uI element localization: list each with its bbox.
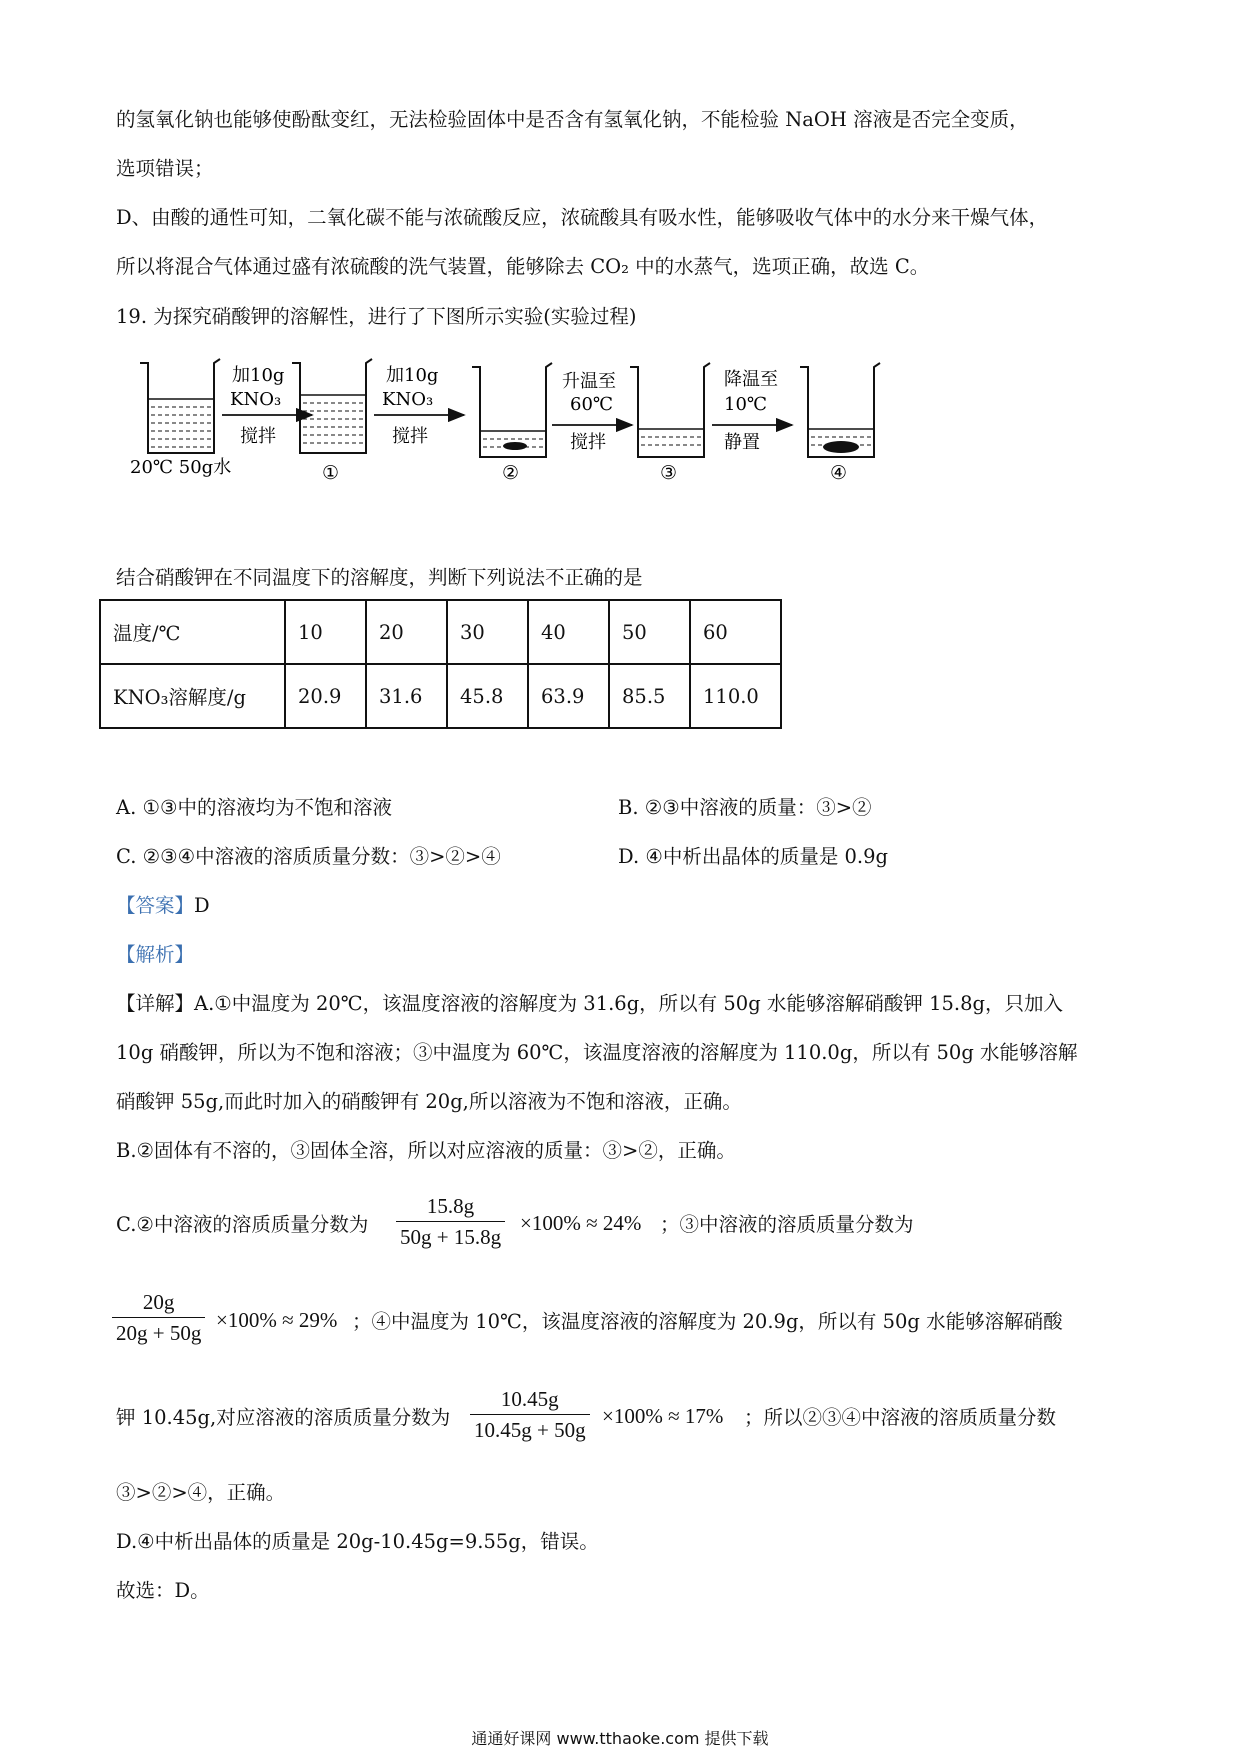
page-footer: 通通好课网 www.tthaoke.com 提供下载 <box>471 1729 769 1748</box>
table-cell: 30 <box>447 600 528 664</box>
step-3-line1: 升温至 <box>562 371 616 392</box>
table-cell: 63.9 <box>528 664 609 728</box>
answer-value: D <box>194 894 210 917</box>
fraction-1-denominator: 50g + 15.8g <box>400 1225 502 1249</box>
step-4-line1: 降温至 <box>724 369 778 390</box>
table-cell: 10 <box>285 600 366 664</box>
option-a: A. ①③中的溶液均为不饱和溶液 <box>116 796 392 819</box>
answer-line <box>116 891 210 921</box>
table-cell: 85.5 <box>609 664 690 728</box>
table-cell: 31.6 <box>366 664 447 728</box>
experiment-diagram <box>120 345 1120 505</box>
fraction-2-numerator: 20g <box>112 1289 205 1318</box>
step-4-line2: 10℃ <box>724 394 768 415</box>
fraction-1-numerator: 15.8g <box>396 1193 505 1222</box>
step-3-line2: 60℃ <box>570 394 614 415</box>
table-cell: 40 <box>528 600 609 664</box>
step-2-line3: 搅拌 <box>392 426 428 447</box>
step-1-line2: KNO₃ <box>230 389 282 410</box>
table-header-cell: KNO₃溶解度/g <box>100 664 285 728</box>
fraction-3-tail: ×100% ≈ 17% <box>602 1404 724 1428</box>
text-line: 选项错误； <box>116 157 214 180</box>
fraction-3-numerator: 10.45g <box>470 1386 590 1415</box>
fraction-1 <box>396 1193 505 1250</box>
table-cell: 60 <box>690 600 781 664</box>
option-b: B. ②③中溶液的质量：③>② <box>618 796 872 819</box>
detail-c-mid: ；③中溶液的溶质质量分数为 <box>660 1213 914 1236</box>
step-3-line3: 搅拌 <box>570 432 606 453</box>
step-2-line1: 加10g <box>386 365 439 386</box>
beaker-label-3: ③ <box>660 462 678 484</box>
fraction-1-tail: ×100% ≈ 24% <box>520 1211 642 1235</box>
detail-c-line2: ；④中温度为 10℃，该温度溶液的溶解度为 20.9g，所以有 50g 水能够溶解硝酸 <box>352 1310 1063 1333</box>
detail-line: B.②固体有不溶的，③固体全溶，所以对应溶液的质量：③>②，正确。 <box>116 1139 736 1162</box>
beaker-label-2: ② <box>502 462 520 484</box>
text-line: 所以将混合气体通过盛有浓硫酸的洗气装置，能够除去 CO₂ 中的水蒸气，选项正确，故选 C。 <box>116 255 930 278</box>
table-cell: 20.9 <box>285 664 366 728</box>
beaker-4 <box>800 363 880 457</box>
detail-line: 10g 硝酸钾，所以为不饱和溶液；③中温度为 60℃，该温度溶液的溶解度为 110.0g，所以有 50g 水能够溶解 <box>116 1041 1078 1064</box>
table-cell: 50 <box>609 600 690 664</box>
detail-line: ③>②>④，正确。 <box>116 1481 286 1504</box>
fraction-2-denominator: 20g + 50g <box>116 1321 202 1345</box>
solubility-table <box>99 599 782 729</box>
fraction-3 <box>470 1386 590 1443</box>
table-row <box>100 664 781 728</box>
question-intro: 结合硝酸钾在不同温度下的溶解度，判断下列说法不正确的是 <box>116 566 643 589</box>
detail-line: D.④中析出晶体的质量是 20g-10.45g=9.55g，错误。 <box>116 1530 599 1553</box>
step-4-line3: 静置 <box>724 432 760 453</box>
detail-line: 硝酸钾 55g,而此时加入的硝酸钾有 20g,所以溶液为不饱和溶液，正确。 <box>116 1090 742 1113</box>
fraction-2 <box>112 1289 205 1346</box>
beaker-2 <box>472 363 552 457</box>
step-1-line3: 搅拌 <box>240 426 276 447</box>
table-cell: 110.0 <box>690 664 781 728</box>
detail-c-line3-suffix: ；所以②③④中溶液的溶质质量分数 <box>744 1406 1057 1429</box>
detail-c-line3-prefix: 钾 10.45g,对应溶液的溶质质量分数为 <box>116 1406 451 1429</box>
question-stem: 19. 为探究硝酸钾的溶解性，进行了下图所示实验(实验过程) <box>116 305 637 328</box>
fraction-3-denominator: 10.45g + 50g <box>474 1418 586 1442</box>
answer-tag: 【答案】 <box>116 894 195 917</box>
text-line: D、由酸的通性可知，二氧化碳不能与浓硫酸反应，浓硫酸具有吸水性，能够吸收气体中的水分来干燥气体， <box>116 206 1049 229</box>
beaker-label-4: ④ <box>830 462 848 484</box>
detail-line: 【详解】A.①中温度为 20℃，该温度溶液的溶解度为 31.6g，所以有 50g 水能够溶解硝酸钾 15.8g，只加入 <box>116 992 1063 1015</box>
option-d: D. ④中析出晶体的质量是 0.9g <box>618 845 889 868</box>
detail-c-prefix: C.②中溶液的溶质质量分数为 <box>116 1213 369 1236</box>
detail-line: 故选：D。 <box>116 1579 210 1602</box>
beaker-label-1: ① <box>322 462 340 484</box>
text-line: 的氢氧化钠也能够使酚酞变红，无法检验固体中是否含有氢氧化钠，不能检验 NaOH 溶液是否完全变质， <box>116 108 1029 131</box>
option-c: C. ②③④中溶液的溶质质量分数：③>②>④ <box>116 845 501 868</box>
step-2-line2: KNO₃ <box>382 389 434 410</box>
step-1-line1: 加10g <box>232 365 285 386</box>
beaker-start <box>140 359 220 453</box>
table-cell: 20 <box>366 600 447 664</box>
table-header-cell: 温度/℃ <box>100 600 285 664</box>
beaker-1 <box>292 359 372 453</box>
analysis-tag: 【解析】 <box>116 943 195 966</box>
beaker-3 <box>630 363 710 457</box>
table-cell: 45.8 <box>447 664 528 728</box>
table-row <box>100 600 781 664</box>
start-label: 20℃ 50g水 <box>130 457 232 478</box>
fraction-2-tail: ×100% ≈ 29% <box>216 1308 338 1332</box>
